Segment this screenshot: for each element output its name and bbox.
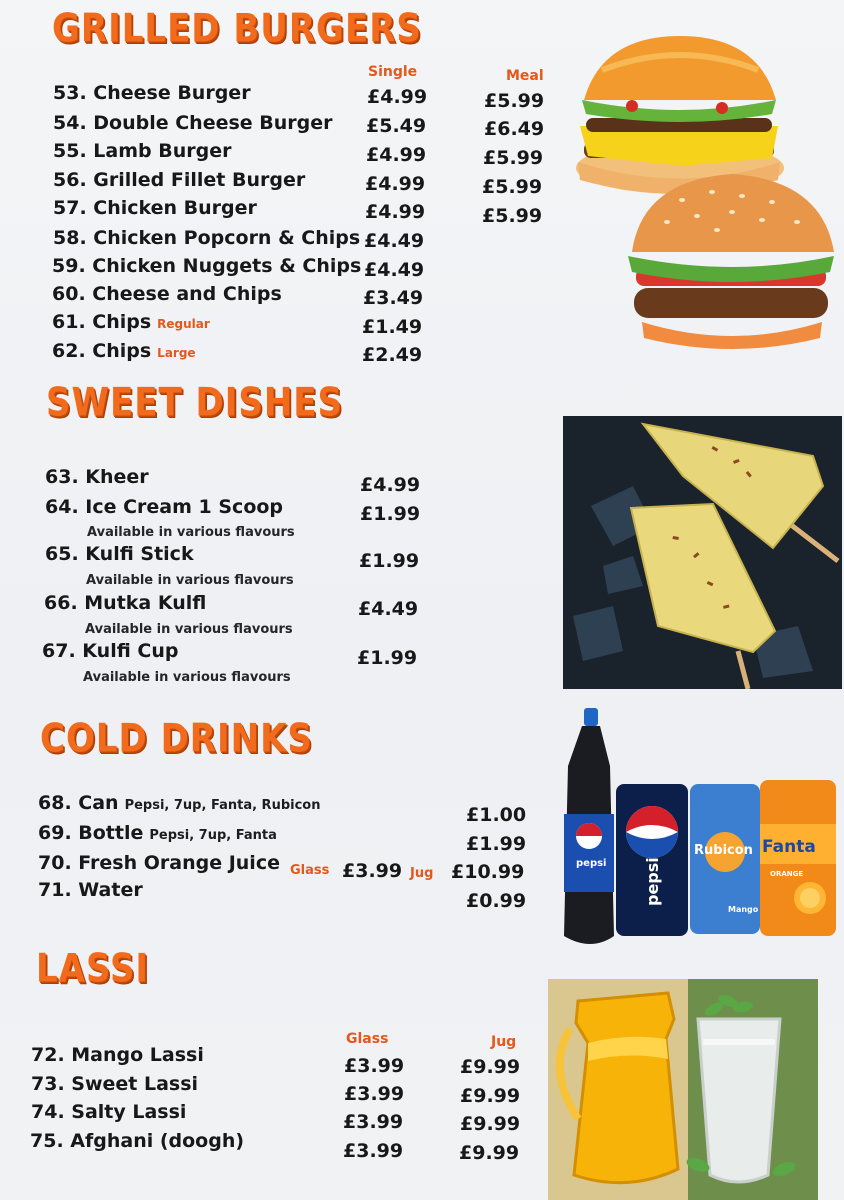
menu-item-price-meal: £5.99 [482,205,543,227]
menu-item-price-single: £1.49 [362,316,423,338]
menu-item-price-meal: £5.99 [483,147,544,169]
menu-item-price-jug: £9.99 [460,1113,521,1135]
menu-item-description: Available in various flavours [83,670,291,685]
menu-item-price-meal: £5.99 [484,90,545,112]
column-header-glass: Glass [346,1031,389,1047]
section-title-sweet-dishes: SWEET DISHES [46,380,343,426]
menu-item-price-single: £4.99 [366,144,427,166]
menu-item-name: 63. Kheer [45,466,149,488]
menu-item-name: 59. Chicken Nuggets & Chips [52,255,362,277]
section-title-grilled-burgers: GRILLED BURGERS [52,6,422,52]
pepsi-can-label: pepsi [643,857,662,906]
column-header-jug: Jug [491,1034,517,1050]
cold-drinks-photo [554,706,840,952]
menu-item-size-note: Regular [157,317,210,331]
menu-item-name: 67. Kulfi Cup [42,640,179,662]
menu-item-name: 60. Cheese and Chips [52,283,282,305]
menu-item-price-single: £4.99 [367,86,428,108]
menu-item-price-meal: £5.99 [482,176,543,198]
menu-item-price-single: £5.49 [366,115,427,137]
menu-item-name [52,311,210,333]
menu-item-price-jug: £9.99 [460,1085,521,1107]
menu-item-name: 74. Salty Lassi [31,1101,187,1123]
menu-item-price-glass: £3.99 [343,1111,404,1133]
menu-item-name: 70. Fresh Orange Juice [38,852,280,874]
menu-item-price-jug: £10.99 [451,861,525,883]
menu-item-description: Available in various flavours [86,573,294,588]
orange-can-label: ORANGE [770,870,804,878]
kulfi-photo [563,416,842,689]
menu-item-name: 55. Lamb Burger [53,140,232,162]
menu-item-name: 58. Chicken Popcorn & Chips [53,227,361,249]
menu-item-name: 65. Kulfi Stick [45,543,194,565]
menu-item-price: £4.99 [360,474,421,496]
glass-label: Glass [290,863,330,878]
column-header-meal: Meal [506,68,544,84]
menu-item-price-single: £2.49 [362,344,423,366]
jug-label: Jug [410,866,434,881]
menu-item-label: 62. Chips [52,340,152,362]
menu-item-description: Available in various flavours [85,622,293,637]
menu-item-price: £1.99 [357,647,418,669]
menu-item-price-glass: £3.99 [343,1140,404,1162]
menu-item-name: 75. Afghani (doogh) [30,1130,245,1152]
menu-item-name: 57. Chicken Burger [53,197,257,219]
menu-item-price-jug: £9.99 [460,1056,521,1078]
menu-item-name: 72. Mango Lassi [31,1044,204,1066]
menu-item-description: Available in various flavours [87,525,295,540]
section-title-lassi: LASSI [36,946,150,992]
burgers-photo [572,30,834,352]
menu-item-price: £1.99 [359,550,420,572]
menu-item-price-glass: £3.99 [342,860,403,882]
menu-item-name: 64. Ice Cream 1 Scoop [45,496,284,518]
menu-item-price-glass: £3.99 [344,1055,405,1077]
menu-item-price: £1.99 [466,833,527,855]
menu-item-name: 73. Sweet Lassi [31,1073,199,1095]
menu-item-price-glass: £3.99 [344,1083,405,1105]
menu-item-name [38,792,320,814]
menu-item-price-jug: £9.99 [459,1142,520,1164]
menu-item-price: £4.49 [358,598,419,620]
menu-item-name [38,822,277,844]
menu-item-size-note: Large [157,346,196,360]
menu-item-label: 69. Bottle [38,822,144,844]
menu-item-name: 66. Mutka Kulfl [44,592,207,614]
menu-item-name [52,340,196,362]
lassi-photo [548,979,818,1200]
column-header-single: Single [368,64,418,80]
menu-item-price: £0.99 [466,890,527,912]
menu-item-label: 68. Can [38,792,119,814]
menu-item-name: 54. Double Cheese Burger [53,112,333,134]
menu-item-price-single: £4.49 [364,230,425,252]
menu-item-price-single: £3.49 [363,287,424,309]
menu-item-flavours: Pepsi, 7up, Fanta, Rubicon [124,798,321,813]
rubicon-can-label: Rubicon [694,843,753,858]
section-title-cold-drinks: COLD DRINKS [40,716,313,762]
menu-item-price-meal: £6.49 [484,118,545,140]
menu-item-name: 53. Cheese Burger [53,82,251,104]
menu-item-label: 61. Chips [52,311,152,333]
menu-item-flavours: Pepsi, 7up, Fanta [149,828,277,843]
fanta-can-label: Fanta [762,837,816,857]
menu-item-price: £1.00 [466,804,527,826]
menu-item-price-single: £4.99 [365,173,426,195]
menu-item-name: 56. Grilled Fillet Burger [53,169,306,191]
menu-item-price-single: £4.99 [365,201,426,223]
menu-item-price-single: £4.49 [364,259,425,281]
mango-can-label: Mango [728,905,759,914]
pepsi-bottle-label: pepsi [576,858,607,869]
menu-item-name: 71. Water [38,879,143,901]
menu-item-price: £1.99 [360,503,421,525]
